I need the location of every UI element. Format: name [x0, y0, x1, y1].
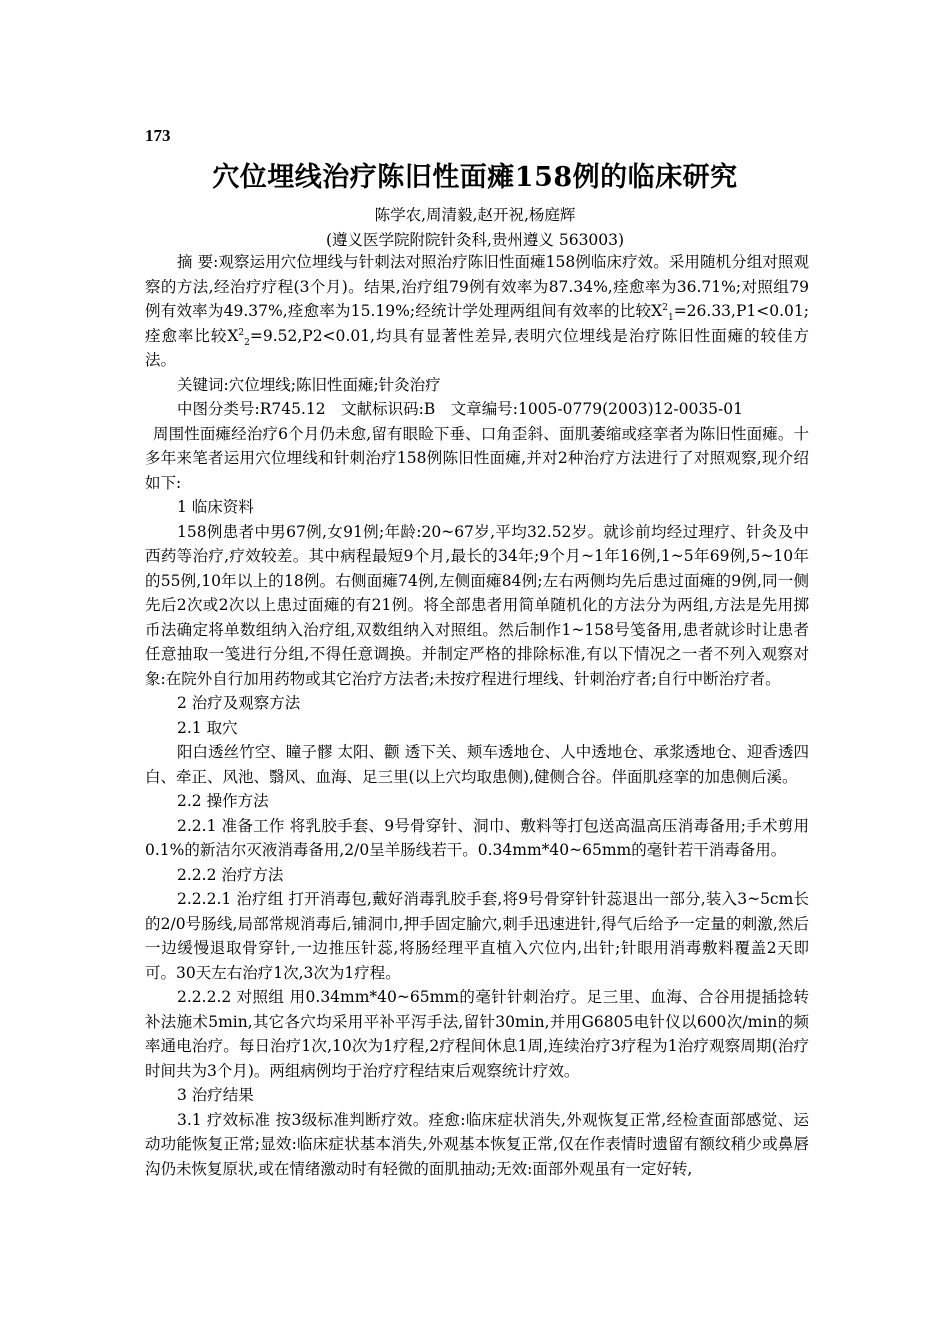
section-1-text: 158例患者中男67例,女91例;年龄:20~67岁,平均32.52岁。就诊前均经过理疗、针灸及中西药等治疗,疗效较差。其中病程最短9个月,最长的34年;9个月~1年16例,1~5年69例,5~10年的55例,10年以上的18例。右侧面瘫74例,左侧面瘫84例;左右两侧均先后患过面瘫的9例,同一侧先后2次或2次以上患过面瘫的有21例。将全部患者用简单随机化的方法分为两组,方法是先用掷币法确定将单数组纳入治疗组,双数组纳入对照组。然后制作1~158号笺备用,患者就诊时让患者任意抽取一笺进行分组,不得任意调换。并制定严格的排除标准,有以下情况之一者不列入观察对象:在院外自行加用药物或其它治疗方法者;未按疗程进行埋线、针刺治疗者;自行中断治疗者。 — [145, 522, 809, 688]
section-1-heading: 1 临床资料 — [177, 498, 254, 516]
section-2-1-heading: 2.1 取穴 — [177, 718, 238, 737]
article-title: 穴位埋线治疗陈旧性面瘫158例的临床研究 — [212, 162, 738, 193]
abstract-part2: =26.33,P1<0.01;痊愈率比较X — [145, 302, 809, 345]
abstract-part1: 摘 要:观察运用穴位埋线与针刺法对照治疗陈旧性面瘫158例临床疗效。采用随机分组对照观察的方法,经治疗疗程(3个月)。结果,治疗组79例有效率为87.34%,痊愈率为36.71%;对照组79例有效率为49.37%,痊愈率为15.19%;经统计学处理两组间有效率的比较X — [145, 253, 809, 320]
abstract — [145, 250, 809, 373]
section-2-2-heading: 2.2 操作方法 — [177, 792, 269, 810]
keywords: 关键词:穴位埋线;陈旧性面瘫;针灸治疗 — [177, 375, 441, 394]
abstract-part3: =9.52,P2<0.01,均具有显著性差异,表明穴位埋线是治疗陈旧性面瘫的较佳方法。 — [145, 326, 809, 369]
section-2-heading: 2 治疗及观察方法 — [177, 694, 301, 712]
section-2-2-2-heading: 2.2.2 治疗方法 — [177, 865, 284, 884]
abstract-sup2: 2 — [238, 327, 245, 338]
intro-paragraph: 周围性面瘫经治疗6个月仍未愈,留有眼睑下垂、口角歪斜、面肌萎缩或痉挛者为陈旧性面瘫。十多年来笔者运用穴位埋线和针刺治疗158例陈旧性面瘫,并对2种治疗方法进行了对照观察,现介绍如下: — [145, 424, 809, 492]
page-number: 173 — [145, 126, 171, 145]
abstract-sub1: 1 — [667, 313, 674, 324]
article-body — [145, 250, 809, 1181]
section-3-1-text: 3.1 疗效标准 按3级标准判断疗效。痊愈:临床症状消失,外观恢复正常,经检查面部感觉、运动功能恢复正常;显效:临床症状基本消失,外观基本恢复正常,仅在作表情时遗留有额纹稍少或鼻唇沟仍未恢复原状,或在情绪激动时有轻微的面肌抽动;无效:面部外观虽有一定好转, — [145, 1110, 809, 1178]
section-2-2-2-1-text: 2.2.2.1 治疗组 打开消毒包,戴好消毒乳胶手套,将9号骨穿针针蕊退出一部分,装入3~5cm长的2/0号肠线,局部常规消毒后,铺洞巾,押手固定腧穴,刺手迅速进针,得气后给予一定量的刺激,然后一边缓慢退取骨穿针,一边推压针蕊,将肠经理平直植入穴位内,出针;针眼用消毒敷料覆盖2天即可。30天左右治疗1次,3次为1疗程。 — [145, 890, 809, 982]
authors: 陈学农,周清毅,赵开祝,杨庭辉 — [374, 206, 576, 224]
abstract-sub2: 2 — [244, 337, 250, 348]
abstract-sup1: 2 — [662, 302, 668, 313]
section-2-2-2-2-text: 2.2.2.2 对照组 用0.34mm*40~65mm的毫针针刺治疗。足三里、血海、合谷用提插捻转补法施术5min,其它各穴均采用平补平泻手法,留针30min,并用G6805电针仪以600次/min的频率通电治疗。每日治疗1次,10次为1疗程,2疗程间休息1周,连续治疗3疗程为1治疗观察周期(治疗时间共为3个月)。两组病例均于治疗疗程结束后观察统计疗效。 — [145, 988, 809, 1080]
section-3-heading: 3 治疗结果 — [177, 1086, 254, 1104]
section-2-1-text: 阳白透丝竹空、瞳子髎 太阳、颧 透下关、颊车透地仓、人中透地仓、承浆透地仓、迎香透四白、牵正、风池、翳风、血海、足三里(以上穴均取患侧),健侧合谷。伴面肌痉挛的加患侧后溪。 — [145, 743, 809, 786]
section-2-2-1-text: 2.2.1 准备工作 将乳胶手套、9号骨穿针、洞巾、敷料等打包送高温高压消毒备用;手术剪用0.1%的新洁尔灭液消毒备用,2/0呈羊肠线若干。0.34mm*40~65mm的毫针若干消毒备用。 — [145, 816, 809, 859]
affiliation: (遵义医学院附院针灸科,贵州遵义 563003) — [325, 231, 625, 249]
classification: 中图分类号:R745.12 文献标识码:B 文章编号:1005-0779(2003)12-0035-01 — [177, 400, 744, 418]
